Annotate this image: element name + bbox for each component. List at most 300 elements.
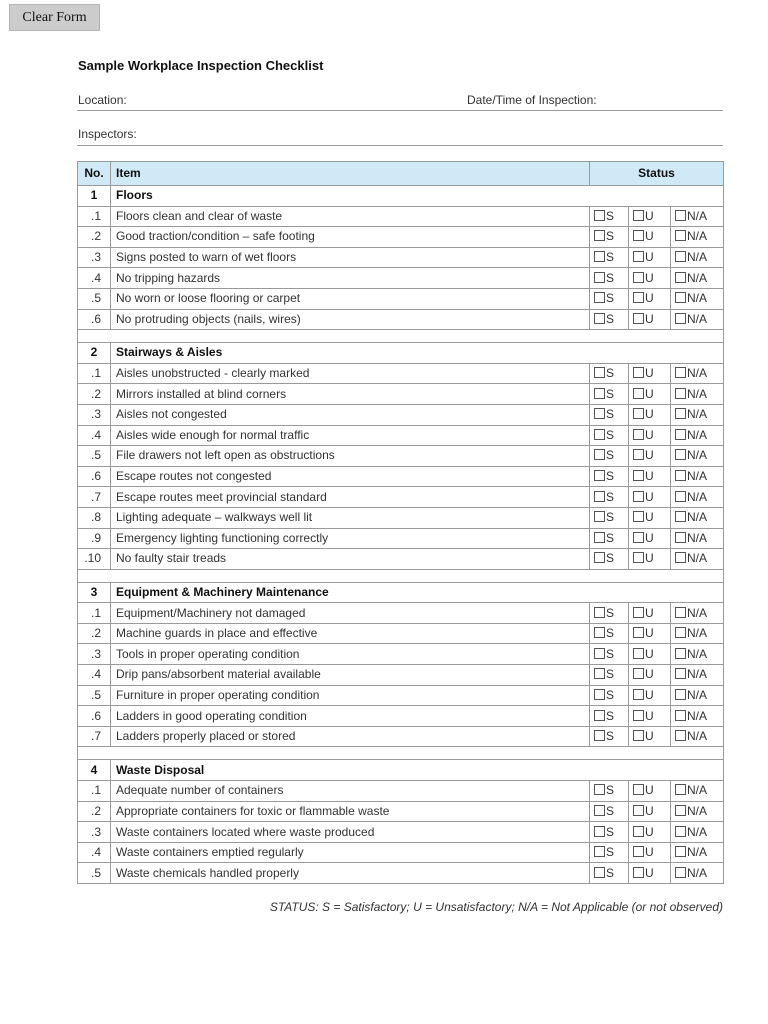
checkbox-icon[interactable] xyxy=(675,552,686,563)
status-option-label: S xyxy=(606,626,615,641)
status-option-label: N/A xyxy=(687,708,708,723)
status-option-label: N/A xyxy=(687,783,708,798)
item-text: Waste containers emptied regularly xyxy=(111,842,590,863)
status-u-checkbox[interactable] xyxy=(629,268,671,289)
checkbox-icon[interactable] xyxy=(633,313,644,324)
checkbox-icon[interactable] xyxy=(675,230,686,241)
section-title: Floors xyxy=(111,186,724,207)
status-option-label: U xyxy=(645,626,654,641)
checkbox-icon[interactable] xyxy=(633,272,644,283)
status-option-label: N/A xyxy=(687,311,708,326)
status-u-checkbox[interactable] xyxy=(629,446,671,467)
checkbox-icon[interactable] xyxy=(594,648,605,659)
checkbox-icon[interactable] xyxy=(675,491,686,502)
item-number: .6 xyxy=(78,706,111,727)
status-u-checkbox[interactable] xyxy=(629,227,671,248)
checkbox-icon[interactable] xyxy=(594,511,605,522)
checkbox-icon[interactable] xyxy=(594,710,605,721)
checkbox-icon[interactable] xyxy=(675,313,686,324)
status-option-label: N/A xyxy=(687,803,708,818)
status-s-checkbox[interactable] xyxy=(590,603,629,624)
item-number: .2 xyxy=(78,623,111,644)
status-na-checkbox[interactable] xyxy=(671,404,724,425)
table-row xyxy=(78,644,724,665)
status-option-label: U xyxy=(645,551,654,566)
status-na-checkbox[interactable] xyxy=(671,781,724,802)
spacer-cell xyxy=(78,330,724,343)
header-item: Item xyxy=(111,162,590,186)
checkbox-icon[interactable] xyxy=(633,251,644,262)
checkbox-icon[interactable] xyxy=(594,867,605,878)
section-title: Equipment & Machinery Maintenance xyxy=(111,582,724,603)
checkbox-icon[interactable] xyxy=(675,388,686,399)
status-na-checkbox[interactable] xyxy=(671,247,724,268)
status-option-label: N/A xyxy=(687,530,708,545)
section-row xyxy=(78,186,724,207)
item-text: Drip pans/absorbent material available xyxy=(111,665,590,686)
table-row xyxy=(78,466,724,487)
status-s-checkbox[interactable] xyxy=(590,706,629,727)
header-status: Status xyxy=(590,162,724,186)
checkbox-icon[interactable] xyxy=(675,532,686,543)
status-na-checkbox[interactable] xyxy=(671,842,724,863)
status-u-checkbox[interactable] xyxy=(629,425,671,446)
status-u-checkbox[interactable] xyxy=(629,623,671,644)
status-s-checkbox[interactable] xyxy=(590,384,629,405)
status-option-label: U xyxy=(645,229,654,244)
table-row xyxy=(78,404,724,425)
status-s-checkbox[interactable] xyxy=(590,268,629,289)
checkbox-icon[interactable] xyxy=(675,607,686,618)
checkbox-icon[interactable] xyxy=(594,826,605,837)
checkbox-icon[interactable] xyxy=(633,552,644,563)
status-na-checkbox[interactable] xyxy=(671,685,724,706)
checkbox-icon[interactable] xyxy=(675,272,686,283)
status-u-checkbox[interactable] xyxy=(629,507,671,528)
checkbox-icon[interactable] xyxy=(594,552,605,563)
status-s-checkbox[interactable] xyxy=(590,487,629,508)
item-text: No worn or loose flooring or carpet xyxy=(111,288,590,309)
status-option-label: U xyxy=(645,605,654,620)
item-text: Ladders properly placed or stored xyxy=(111,726,590,747)
checkbox-icon[interactable] xyxy=(594,408,605,419)
status-s-checkbox[interactable] xyxy=(590,227,629,248)
status-option-label: S xyxy=(606,646,615,661)
checkbox-icon[interactable] xyxy=(594,846,605,857)
checkbox-icon[interactable] xyxy=(633,408,644,419)
checkbox-icon[interactable] xyxy=(633,532,644,543)
section-number: 2 xyxy=(78,343,111,364)
status-u-checkbox[interactable] xyxy=(629,549,671,570)
section-row xyxy=(78,760,724,781)
checkbox-icon[interactable] xyxy=(675,429,686,440)
status-s-checkbox[interactable] xyxy=(590,528,629,549)
checkbox-icon[interactable] xyxy=(633,846,644,857)
status-u-checkbox[interactable] xyxy=(629,487,671,508)
checkbox-icon[interactable] xyxy=(675,826,686,837)
checkbox-icon[interactable] xyxy=(594,388,605,399)
status-u-checkbox[interactable] xyxy=(629,842,671,863)
status-s-checkbox[interactable] xyxy=(590,781,629,802)
checkbox-icon[interactable] xyxy=(675,292,686,303)
status-option-label: N/A xyxy=(687,270,708,285)
status-option-label: U xyxy=(645,448,654,463)
status-na-checkbox[interactable] xyxy=(671,363,724,384)
checkbox-icon[interactable] xyxy=(594,272,605,283)
status-na-checkbox[interactable] xyxy=(671,227,724,248)
status-na-checkbox[interactable] xyxy=(671,603,724,624)
status-u-checkbox[interactable] xyxy=(629,384,671,405)
status-na-checkbox[interactable] xyxy=(671,644,724,665)
item-text: Aisles wide enough for normal traffic xyxy=(111,425,590,446)
status-s-checkbox[interactable] xyxy=(590,822,629,843)
table-row xyxy=(78,487,724,508)
status-s-checkbox[interactable] xyxy=(590,363,629,384)
status-option-label: S xyxy=(606,366,615,381)
status-na-checkbox[interactable] xyxy=(671,309,724,330)
status-option-label: U xyxy=(645,510,654,525)
item-text: Escape routes meet provincial standard xyxy=(111,487,590,508)
status-s-checkbox[interactable] xyxy=(590,404,629,425)
table-row xyxy=(78,781,724,802)
checkbox-icon[interactable] xyxy=(633,627,644,638)
item-text: Good traction/condition – safe footing xyxy=(111,227,590,248)
spacer-cell xyxy=(78,569,724,582)
status-option-label: S xyxy=(606,729,615,744)
status-na-checkbox[interactable] xyxy=(671,706,724,727)
item-text: Adequate number of containers xyxy=(111,781,590,802)
item-text: Furniture in proper operating condition xyxy=(111,685,590,706)
checkbox-icon[interactable] xyxy=(675,408,686,419)
status-na-checkbox[interactable] xyxy=(671,425,724,446)
status-option-label: S xyxy=(606,270,615,285)
checkbox-icon[interactable] xyxy=(675,627,686,638)
status-option-label: N/A xyxy=(687,469,708,484)
status-u-checkbox[interactable] xyxy=(629,363,671,384)
table-row xyxy=(78,268,724,289)
checkbox-icon[interactable] xyxy=(675,805,686,816)
status-option-label: N/A xyxy=(687,729,708,744)
status-option-label: N/A xyxy=(687,667,708,682)
section-title: Stairways & Aisles xyxy=(111,343,724,364)
item-number: .2 xyxy=(78,384,111,405)
checkbox-icon[interactable] xyxy=(675,449,686,460)
status-option-label: N/A xyxy=(687,626,708,641)
status-na-checkbox[interactable] xyxy=(671,549,724,570)
checkbox-icon[interactable] xyxy=(675,846,686,857)
table-row xyxy=(78,206,724,227)
checkbox-icon[interactable] xyxy=(633,292,644,303)
status-na-checkbox[interactable] xyxy=(671,466,724,487)
status-s-checkbox[interactable] xyxy=(590,425,629,446)
checkbox-icon[interactable] xyxy=(633,388,644,399)
checkbox-icon[interactable] xyxy=(594,689,605,700)
status-option-label: U xyxy=(645,270,654,285)
item-number: .10 xyxy=(78,549,111,570)
page-title: Sample Workplace Inspection Checklist xyxy=(78,58,324,73)
status-na-checkbox[interactable] xyxy=(671,822,724,843)
checkbox-icon[interactable] xyxy=(675,867,686,878)
status-option-label: S xyxy=(606,229,615,244)
status-u-checkbox[interactable] xyxy=(629,288,671,309)
status-option-label: N/A xyxy=(687,250,708,265)
status-u-checkbox[interactable] xyxy=(629,685,671,706)
status-na-checkbox[interactable] xyxy=(671,801,724,822)
status-legend: STATUS: S = Satisfactory; U = Unsatisfactory; N/A = Not Applicable (or not observed) xyxy=(269,900,723,914)
status-s-checkbox[interactable] xyxy=(590,507,629,528)
table-row xyxy=(78,801,724,822)
status-u-checkbox[interactable] xyxy=(629,528,671,549)
status-option-label: N/A xyxy=(687,208,708,223)
status-na-checkbox[interactable] xyxy=(671,665,724,686)
checkbox-icon[interactable] xyxy=(594,292,605,303)
status-s-checkbox[interactable] xyxy=(590,801,629,822)
checkbox-icon[interactable] xyxy=(594,784,605,795)
section-spacer-row xyxy=(78,747,724,760)
table-row xyxy=(78,288,724,309)
status-u-checkbox[interactable] xyxy=(629,706,671,727)
checkbox-icon[interactable] xyxy=(633,367,644,378)
status-option-label: N/A xyxy=(687,291,708,306)
status-s-checkbox[interactable] xyxy=(590,644,629,665)
item-number: .5 xyxy=(78,863,111,884)
checkbox-icon[interactable] xyxy=(633,511,644,522)
status-s-checkbox[interactable] xyxy=(590,842,629,863)
checkbox-icon[interactable] xyxy=(594,429,605,440)
item-number: .3 xyxy=(78,644,111,665)
section-spacer-row xyxy=(78,330,724,343)
status-u-checkbox[interactable] xyxy=(629,247,671,268)
status-na-checkbox[interactable] xyxy=(671,288,724,309)
checkbox-icon[interactable] xyxy=(675,210,686,221)
section-number: 4 xyxy=(78,760,111,781)
status-s-checkbox[interactable] xyxy=(590,288,629,309)
clear-form-button[interactable]: Clear Form xyxy=(9,4,100,31)
checkbox-icon[interactable] xyxy=(594,470,605,481)
inspectors-label: Inspectors: xyxy=(78,127,137,141)
section-row xyxy=(78,582,724,603)
inspectors-field[interactable] xyxy=(77,145,723,146)
status-u-checkbox[interactable] xyxy=(629,822,671,843)
status-u-checkbox[interactable] xyxy=(629,309,671,330)
status-u-checkbox[interactable] xyxy=(629,665,671,686)
checkbox-icon[interactable] xyxy=(594,532,605,543)
checkbox-icon[interactable] xyxy=(594,251,605,262)
item-number: .1 xyxy=(78,781,111,802)
status-na-checkbox[interactable] xyxy=(671,528,724,549)
status-na-checkbox[interactable] xyxy=(671,487,724,508)
table-row xyxy=(78,446,724,467)
checkbox-icon[interactable] xyxy=(633,429,644,440)
status-s-checkbox[interactable] xyxy=(590,247,629,268)
item-number: .5 xyxy=(78,685,111,706)
checkbox-icon[interactable] xyxy=(633,470,644,481)
checkbox-icon[interactable] xyxy=(594,367,605,378)
status-u-checkbox[interactable] xyxy=(629,603,671,624)
table-row xyxy=(78,507,724,528)
item-number: .5 xyxy=(78,446,111,467)
checkbox-icon[interactable] xyxy=(675,251,686,262)
status-option-label: S xyxy=(606,530,615,545)
table-row xyxy=(78,685,724,706)
status-na-checkbox[interactable] xyxy=(671,726,724,747)
checkbox-icon[interactable] xyxy=(594,607,605,618)
status-option-label: S xyxy=(606,469,615,484)
checkbox-icon[interactable] xyxy=(633,668,644,679)
item-number: .1 xyxy=(78,603,111,624)
item-number: .7 xyxy=(78,726,111,747)
status-s-checkbox[interactable] xyxy=(590,309,629,330)
status-na-checkbox[interactable] xyxy=(671,863,724,884)
checkbox-icon[interactable] xyxy=(594,627,605,638)
checkbox-icon[interactable] xyxy=(633,648,644,659)
checkbox-icon[interactable] xyxy=(675,648,686,659)
status-s-checkbox[interactable] xyxy=(590,446,629,467)
status-option-label: U xyxy=(645,386,654,401)
status-na-checkbox[interactable] xyxy=(671,507,724,528)
checkbox-icon[interactable] xyxy=(594,210,605,221)
status-option-label: N/A xyxy=(687,510,708,525)
status-na-checkbox[interactable] xyxy=(671,268,724,289)
checkbox-icon[interactable] xyxy=(633,784,644,795)
status-na-checkbox[interactable] xyxy=(671,206,724,227)
checkbox-icon[interactable] xyxy=(594,730,605,741)
status-option-label: U xyxy=(645,427,654,442)
checkbox-icon[interactable] xyxy=(675,784,686,795)
status-s-checkbox[interactable] xyxy=(590,549,629,570)
checkbox-icon[interactable] xyxy=(675,470,686,481)
checkbox-icon[interactable] xyxy=(594,805,605,816)
table-row xyxy=(78,822,724,843)
checkbox-icon[interactable] xyxy=(594,491,605,502)
status-u-checkbox[interactable] xyxy=(629,781,671,802)
status-option-label: U xyxy=(645,646,654,661)
section-spacer-row xyxy=(78,569,724,582)
status-option-label: N/A xyxy=(687,824,708,839)
checkbox-icon[interactable] xyxy=(633,449,644,460)
status-s-checkbox[interactable] xyxy=(590,726,629,747)
status-u-checkbox[interactable] xyxy=(629,801,671,822)
checkbox-icon[interactable] xyxy=(633,867,644,878)
status-u-checkbox[interactable] xyxy=(629,726,671,747)
table-header-row xyxy=(78,162,724,186)
table-row xyxy=(78,603,724,624)
table-row xyxy=(78,227,724,248)
checkbox-icon[interactable] xyxy=(633,491,644,502)
status-u-checkbox[interactable] xyxy=(629,644,671,665)
status-na-checkbox[interactable] xyxy=(671,384,724,405)
status-option-label: S xyxy=(606,250,615,265)
status-option-label: S xyxy=(606,845,615,860)
status-option-label: U xyxy=(645,708,654,723)
checkbox-icon[interactable] xyxy=(633,805,644,816)
status-u-checkbox[interactable] xyxy=(629,466,671,487)
status-s-checkbox[interactable] xyxy=(590,623,629,644)
checkbox-icon[interactable] xyxy=(675,511,686,522)
status-option-label: S xyxy=(606,551,615,566)
checkbox-icon[interactable] xyxy=(594,668,605,679)
status-option-label: N/A xyxy=(687,386,708,401)
item-text: Machine guards in place and effective xyxy=(111,623,590,644)
status-option-label: N/A xyxy=(687,407,708,422)
status-u-checkbox[interactable] xyxy=(629,206,671,227)
status-option-label: N/A xyxy=(687,845,708,860)
checkbox-icon[interactable] xyxy=(594,230,605,241)
status-na-checkbox[interactable] xyxy=(671,623,724,644)
checkbox-icon[interactable] xyxy=(633,730,644,741)
item-text: Ladders in good operating condition xyxy=(111,706,590,727)
item-number: .6 xyxy=(78,466,111,487)
status-s-checkbox[interactable] xyxy=(590,863,629,884)
checkbox-icon[interactable] xyxy=(675,710,686,721)
checkbox-icon[interactable] xyxy=(675,367,686,378)
status-option-label: S xyxy=(606,803,615,818)
status-option-label: S xyxy=(606,291,615,306)
location-field[interactable] xyxy=(77,110,723,111)
table-row xyxy=(78,384,724,405)
status-option-label: N/A xyxy=(687,229,708,244)
table-row xyxy=(78,363,724,384)
item-text: Equipment/Machinery not damaged xyxy=(111,603,590,624)
item-number: .1 xyxy=(78,206,111,227)
section-title: Waste Disposal xyxy=(111,760,724,781)
status-u-checkbox[interactable] xyxy=(629,863,671,884)
status-u-checkbox[interactable] xyxy=(629,404,671,425)
status-s-checkbox[interactable] xyxy=(590,685,629,706)
status-s-checkbox[interactable] xyxy=(590,466,629,487)
status-option-label: S xyxy=(606,605,615,620)
status-option-label: S xyxy=(606,510,615,525)
item-number: .4 xyxy=(78,842,111,863)
status-option-label: U xyxy=(645,469,654,484)
item-text: Escape routes not congested xyxy=(111,466,590,487)
item-text: Aisles unobstructed - clearly marked xyxy=(111,363,590,384)
status-na-checkbox[interactable] xyxy=(671,446,724,467)
item-text: Tools in proper operating condition xyxy=(111,644,590,665)
checkbox-icon[interactable] xyxy=(633,210,644,221)
spacer-cell xyxy=(78,747,724,760)
datetime-label: Date/Time of Inspection: xyxy=(467,93,597,107)
item-number: .9 xyxy=(78,528,111,549)
checkbox-icon[interactable] xyxy=(633,230,644,241)
status-s-checkbox[interactable] xyxy=(590,206,629,227)
status-option-label: S xyxy=(606,311,615,326)
status-option-label: N/A xyxy=(687,646,708,661)
table-row xyxy=(78,549,724,570)
checkbox-icon[interactable] xyxy=(633,689,644,700)
checkbox-icon[interactable] xyxy=(633,826,644,837)
table-row xyxy=(78,528,724,549)
checkbox-icon[interactable] xyxy=(594,449,605,460)
status-option-label: U xyxy=(645,489,654,504)
status-s-checkbox[interactable] xyxy=(590,665,629,686)
status-option-label: U xyxy=(645,667,654,682)
checkbox-icon[interactable] xyxy=(633,607,644,618)
item-text: Floors clean and clear of waste xyxy=(111,206,590,227)
table-row xyxy=(78,425,724,446)
status-option-label: N/A xyxy=(687,865,708,880)
checkbox-icon[interactable] xyxy=(675,668,686,679)
checkbox-icon[interactable] xyxy=(633,710,644,721)
checkbox-icon[interactable] xyxy=(675,689,686,700)
item-number: .8 xyxy=(78,507,111,528)
status-option-label: N/A xyxy=(687,366,708,381)
checkbox-icon[interactable] xyxy=(675,730,686,741)
item-number: .4 xyxy=(78,268,111,289)
checkbox-icon[interactable] xyxy=(594,313,605,324)
status-option-label: U xyxy=(645,824,654,839)
status-option-label: U xyxy=(645,865,654,880)
